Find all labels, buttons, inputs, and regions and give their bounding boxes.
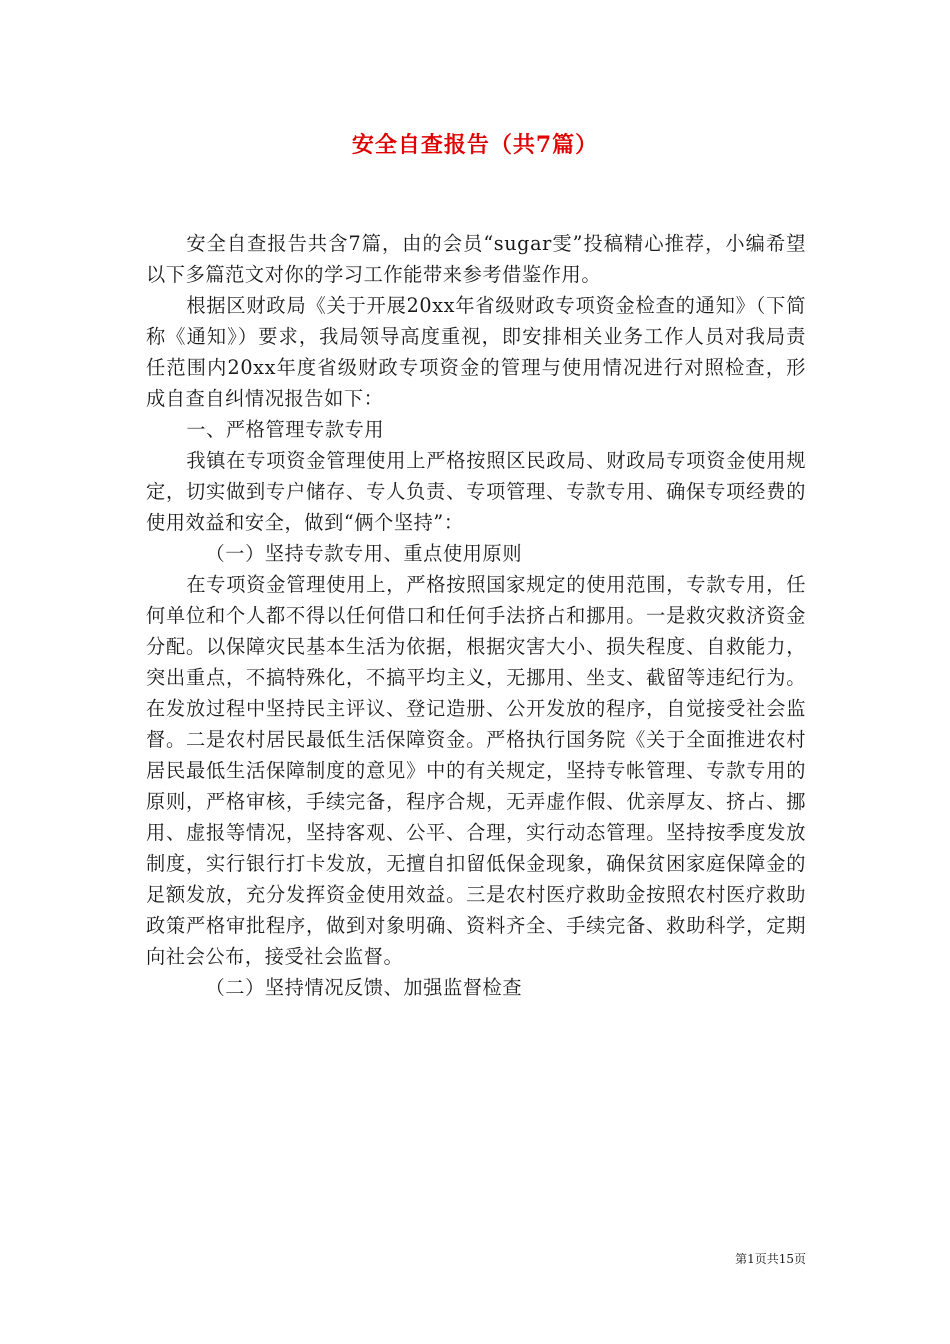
- document-title: 安全自查报告（共7篇）: [351, 132, 599, 158]
- paragraph-intro: 安全自查报告共含7篇，由的会员“sugar雯”投稿精心推荐，小编希望以下多篇范文对你的学习工作能带来参考借鉴作用。: [146, 232, 806, 286]
- section-heading-1: 一、严格管理专款专用: [186, 418, 385, 441]
- subsection-heading-2: （二）坚持情况反馈、加强监督检查: [205, 976, 523, 999]
- paragraph-background: 根据区财政局《关于开展20xx年省级财政专项资金检查的通知》（下简称《通知》）要求，我局领导高度重视，即安排相关业务工作人员对我局责任范围内20xx年度省级财政专项资金的管理与使用情况进行对照检查，形成自查自纠情况报告如下：: [146, 294, 806, 410]
- paragraph-subsection-1: 在专项资金管理使用上，严格按照国家规定的使用范围，专款专用，任何单位和个人都不得以任何借口和任何手法挤占和挪用。一是救灾救济资金分配。以保障灾民基本生活为依据，根据灾害大小、损失程度、自救能力，突出重点，不搞特殊化，不搞平均主义，无挪用、坐支、截留等违纪行为。在发放过程中坚持民主评议、登记造册、公开发放的程序，自觉接受社会监督。二是农村居民最低生活保障资金。严格执行国务院《关于全面推进农村居民最低生活保障制度的意见》中的有关规定，坚持专帐管理、专款专用的原则，严格审核，手续完备，程序合规，无弄虚作假、优亲厚友、挤占、挪用、虚报等情况，坚持客观、公平、合理，实行动态管理。坚持按季度发放制度，实行银行打卡发放，无擅自扣留低保金现象，确保贫困家庭保障金的足额发放，充分发挥资金使用效益。三是农村医疗救助金按照农村医疗救助政策严格审批程序，做到对象明确、资料齐全、手续完备、救助科学，定期向社会公布，接受社会监督。: [146, 573, 806, 968]
- paragraph-section-1: 我镇在专项资金管理使用上严格按照区民政局、财政局专项资金使用规定，切实做到专户储存、专人负责、专项管理、专款专用、确保专项经费的使用效益和安全，做到“俩个坚持”：: [146, 449, 806, 534]
- page-number-footer: 第1页共15页: [735, 1252, 806, 1266]
- document-body: [146, 228, 806, 1003]
- subsection-heading-1: （一）坚持专款专用、重点使用原则: [205, 542, 523, 565]
